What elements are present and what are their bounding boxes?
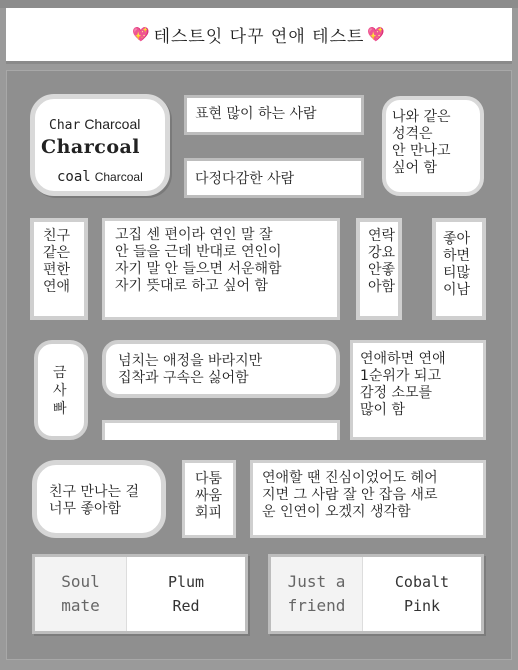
- trait-sweet: 다정다감한 사람: [184, 158, 364, 198]
- relationship-label: Soul mate: [35, 557, 127, 631]
- page-title: [6, 8, 512, 64]
- relationship-card: [268, 554, 484, 634]
- trait-contact: 연락 강요 안좋 아함: [356, 218, 402, 320]
- trait-friend-like: 친구 같은 편한 연애: [30, 218, 88, 320]
- tag-word: coal: [57, 169, 91, 185]
- relationship-card: [32, 554, 248, 634]
- trait-golden-love: 금 사 빠: [34, 340, 88, 440]
- relationship-label: Just a friend: [271, 557, 363, 631]
- trait-same-personality: 나와 같은 성격은 안 만나고 싶어 함: [382, 96, 484, 196]
- trait-stubborn: 고집 센 편이라 연인 말 잘 안 들을 근데 반대로 연인이 자기 말 안 들으면 서운해함 자기 뜻대로 하고 싶어 함: [102, 218, 340, 320]
- heart-icon: 💖: [132, 26, 151, 43]
- tag-card: [30, 94, 170, 196]
- trait-expressive: 표현 많이 하는 사람: [184, 95, 364, 135]
- relationship-value: Plum Red: [167, 573, 205, 615]
- tag-word: Charcoal: [94, 170, 143, 184]
- tag-word: Char: [49, 118, 81, 133]
- tag-word-large: Charcoal: [41, 136, 141, 158]
- trait-overflowing: 넘치는 애정을 바라지만 집착과 구속은 싫어함: [102, 340, 340, 398]
- title-text: 테스트잇 다꾸 연애 테스트: [153, 27, 365, 47]
- heart-icon: 💖: [367, 26, 386, 43]
- trait-after-breakup: 연애할 땐 진심이었어도 헤어 지면 그 사람 잘 안 잡음 새로 운 인연이 오겠지 생각함: [250, 460, 486, 538]
- tag-word: Charcoal: [84, 116, 141, 132]
- tag-row: [49, 116, 140, 134]
- top-strip: [0, 0, 518, 8]
- trait-avoid-fights: 다툼 싸움 회피: [182, 460, 236, 538]
- trait-meet-friends: 친구 만나는 걸 너무 좋아함: [32, 460, 166, 538]
- trait-top-priority: 연애하면 연애 1순위가 되고 감정 소모를 많이 함: [350, 340, 486, 440]
- tag-row: [57, 169, 143, 186]
- relationship-value: Cobalt Pink: [394, 573, 450, 615]
- trait-like-first: 좋아 하면 티많 이남: [432, 218, 486, 320]
- trait-empty: [102, 420, 340, 440]
